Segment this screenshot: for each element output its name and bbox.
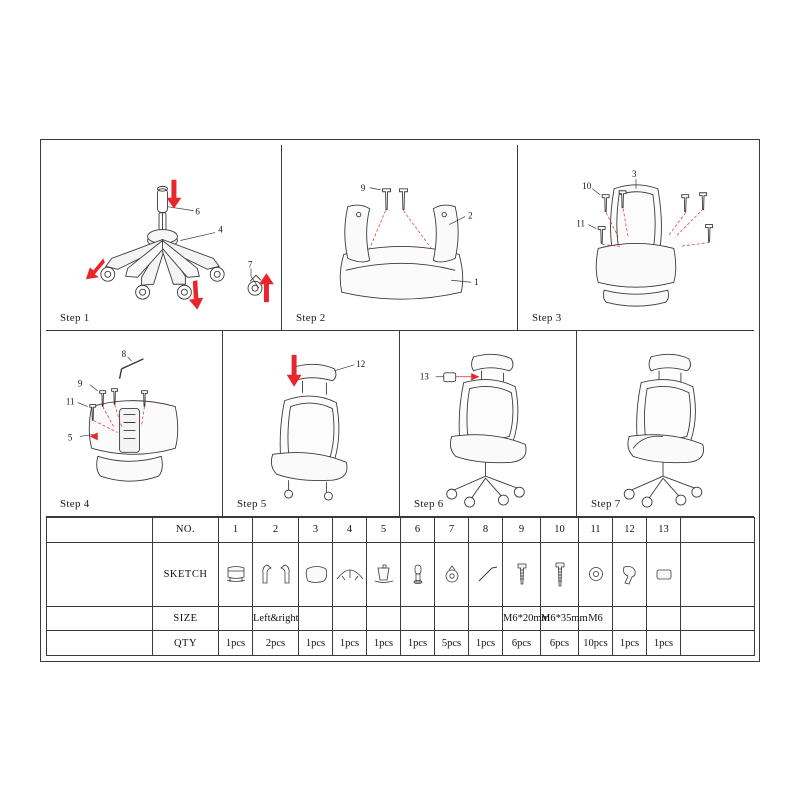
part-no-4: 4: [333, 518, 367, 543]
sketch-cell-10: [541, 542, 579, 606]
parts-table: [46, 517, 754, 656]
step-label-4: Step 4: [60, 498, 90, 510]
step-2-illustration: [282, 145, 517, 330]
table-row-size: [47, 606, 755, 631]
size-cell-5: [367, 606, 401, 631]
sketch-cell-6: [401, 542, 435, 606]
sketch-cell-4: [333, 542, 367, 606]
qty-cell-11: 10pcs: [579, 631, 613, 656]
step-panel-1: [46, 145, 282, 331]
row-header-size: SIZE: [153, 606, 219, 631]
sketch-cell-12: [613, 542, 647, 606]
qty-cell-5: 1pcs: [367, 631, 401, 656]
qty-cell-13: 1pcs: [647, 631, 681, 656]
size-cell-12: [613, 606, 647, 631]
qty-cell-2: 2pcs: [253, 631, 299, 656]
size-cell-4: [333, 606, 367, 631]
row-header-no: NO.: [153, 518, 219, 543]
svg-text:10: 10: [582, 180, 592, 191]
size-cell-3: [299, 606, 333, 631]
part-no-6: 6: [401, 518, 435, 543]
sketch-cell-3: [299, 542, 333, 606]
svg-text:6: 6: [195, 206, 200, 217]
step-panel-7: [577, 331, 754, 517]
step-label-2: Step 2: [295, 312, 326, 324]
sketch-cell-9: [503, 542, 541, 606]
qty-cell-6: 1pcs: [401, 631, 435, 656]
sketch-cell-1: [219, 542, 253, 606]
sketch-cell-7: [435, 542, 469, 606]
step-1-illustration: [46, 145, 281, 330]
svg-text:11: 11: [576, 218, 585, 229]
svg-text:12: 12: [356, 358, 366, 369]
step-3-illustration: [518, 145, 754, 330]
step-panel-5: [223, 331, 400, 517]
right-spacer-cell: [681, 542, 755, 606]
qty-cell-12: 1pcs: [613, 631, 647, 656]
size-cell-9: M6*20mm: [503, 606, 541, 631]
svg-text:5: 5: [67, 432, 73, 443]
left-spacer-cell: [47, 631, 153, 656]
step-label-5: Step 5: [237, 498, 267, 510]
size-cell-11: M6: [579, 606, 613, 631]
step-panel-6: [400, 331, 577, 517]
sketch-cell-5: [367, 542, 401, 606]
row-header-qty: QTY: [153, 631, 219, 656]
part-no-9: 9: [503, 518, 541, 543]
step-7-illustration: [577, 331, 754, 516]
part-no-8: 8: [469, 518, 503, 543]
step-panel-2: [282, 145, 518, 331]
part-no-3: 3: [299, 518, 333, 543]
size-cell-10: M6*35mm: [541, 606, 579, 631]
size-cell-1: [219, 606, 253, 631]
part-no-2: 2: [253, 518, 299, 543]
part-no-10: 10: [541, 518, 579, 543]
sketch-cell-2: [253, 542, 299, 606]
right-spacer-cell: [681, 631, 755, 656]
qty-cell-1: 1pcs: [219, 631, 253, 656]
svg-text:7: 7: [248, 259, 253, 270]
svg-text:13: 13: [419, 371, 429, 382]
qty-cell-10: 6pcs: [541, 631, 579, 656]
table-row-qty: [47, 631, 755, 656]
svg-text:4: 4: [218, 224, 223, 235]
step-panel-3: [518, 145, 754, 331]
table-row-numbers: [47, 518, 755, 543]
right-spacer-cell: [681, 518, 755, 543]
part-no-7: 7: [435, 518, 469, 543]
qty-cell-8: 1pcs: [469, 631, 503, 656]
left-spacer-cell: [47, 518, 153, 543]
step-label-7: Step 7: [591, 498, 621, 510]
size-cell-7: [435, 606, 469, 631]
step-label-6: Step 6: [414, 498, 444, 510]
qty-cell-7: 5pcs: [435, 631, 469, 656]
size-cell-13: [647, 606, 681, 631]
svg-text:9: 9: [360, 182, 366, 193]
sketch-cell-8: [469, 542, 503, 606]
svg-text:9: 9: [77, 378, 83, 389]
part-no-12: 12: [613, 518, 647, 543]
size-cell-8: [469, 606, 503, 631]
qty-cell-3: 1pcs: [299, 631, 333, 656]
sketch-cell-11: [579, 542, 613, 606]
steps-row-1: [46, 145, 754, 331]
svg-text:2: 2: [468, 210, 473, 221]
row-header-sketch: SKETCH: [153, 542, 219, 606]
size-cell-6: [401, 606, 435, 631]
svg-text:3: 3: [631, 168, 637, 179]
part-no-1: 1: [219, 518, 253, 543]
svg-text:8: 8: [121, 348, 127, 359]
part-no-13: 13: [647, 518, 681, 543]
step-6-illustration: [400, 331, 576, 516]
left-spacer-cell: [47, 606, 153, 631]
left-spacer-cell: [47, 542, 153, 606]
qty-cell-4: 1pcs: [333, 631, 367, 656]
part-no-11: 11: [579, 518, 613, 543]
step-label-3: Step 3: [531, 312, 562, 324]
svg-text:1: 1: [474, 277, 479, 288]
step-4-illustration: [46, 331, 222, 516]
step-label-1: Step 1: [60, 312, 90, 324]
step-5-illustration: [223, 331, 399, 516]
right-spacer-cell: [681, 606, 755, 631]
svg-text:11: 11: [65, 396, 75, 407]
size-cell-2: Left&right: [253, 606, 299, 631]
part-no-5: 5: [367, 518, 401, 543]
step-panel-4: [46, 331, 223, 517]
qty-cell-9: 6pcs: [503, 631, 541, 656]
table-row-sketch: [47, 542, 755, 606]
sketch-cell-13: [647, 542, 681, 606]
steps-row-2: [46, 331, 754, 517]
